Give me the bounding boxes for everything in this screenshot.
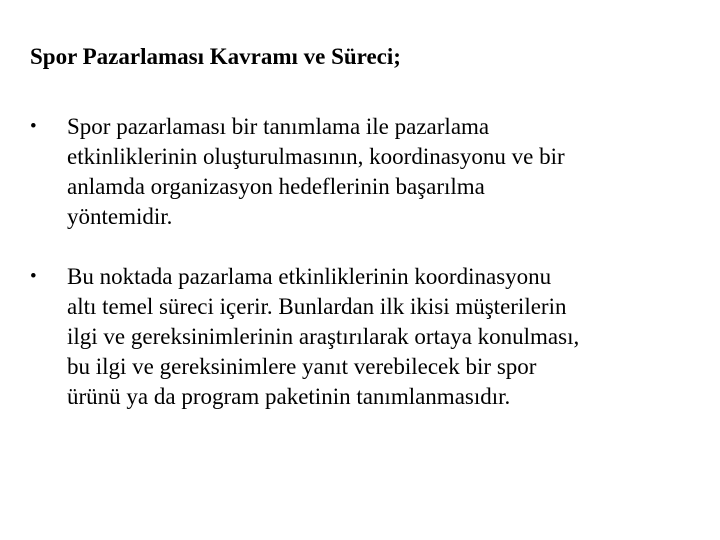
bullet-text-line: ilgi ve gereksinimlerinin araştırılarak ortaya konulması, xyxy=(67,324,580,349)
slide-title: Spor Pazarlaması Kavramı ve Süreci; xyxy=(30,44,401,69)
bullet-text-line: altı temel süreci içerir. Bunlardan ilk ikisi müşterilerin xyxy=(67,294,567,319)
bullet-text-line: etkinliklerinin oluşturulmasının, koordinasyonu ve bir xyxy=(67,144,565,169)
bullet-text-line: ürünü ya da program paketinin tanımlanmasıdır. xyxy=(67,384,511,409)
bullet-text-line: Spor pazarlaması bir tanımlama ile pazarlama xyxy=(67,114,490,139)
bullet-dot-icon: • xyxy=(30,116,37,137)
bullet-text-line: Bu noktada pazarlama etkinliklerinin koordinasyonu xyxy=(67,264,552,289)
bullet-text-line: bu ilgi ve gereksinimlere yanıt verebilecek bir spor xyxy=(67,354,537,379)
bullet-text-line: anlamda organizasyon hedeflerinin başarılma xyxy=(67,174,485,199)
bullet-item xyxy=(30,262,705,412)
bullet-text-line: yöntemidir. xyxy=(67,204,173,229)
bullet-dot-icon: • xyxy=(30,266,37,287)
bullet-list xyxy=(30,112,705,442)
bullet-item xyxy=(30,112,705,232)
